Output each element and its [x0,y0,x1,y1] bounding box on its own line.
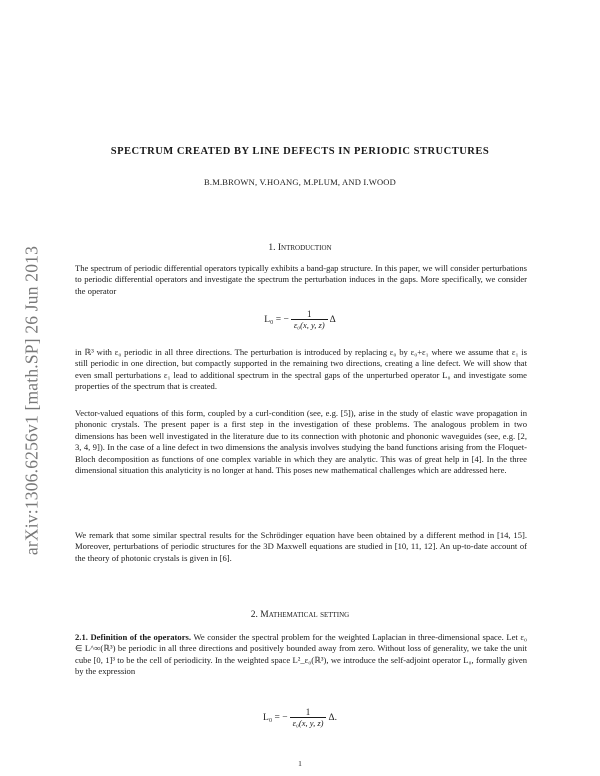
intro-paragraph-4: We remark that some similar spectral results for the Schrödinger equation have been obtained by a different method in [14, 15]. Moreover, perturbations of periodic structures for the 3D Maxwell equations are studied in [10, 11, 12]. An up-to-date account of the theory of photonic crystals is given in [6]. [75,530,527,563]
equation-operator-symbol: Δ [329,314,336,325]
setting-paragraph-1 [75,632,527,678]
paper-title: SPECTRUM CREATED BY LINE DEFECTS IN PERIODIC STRUCTURES [110,146,490,157]
subsection-title: Definition of the operators. [90,632,192,642]
intro-paragraph-3: Vector-valued equations of this form, coupled by a curl-condition (see, e.g. [5]), arise in the study of elastic wave propagation in phononic crystals. The present paper is a first step in the investigation of these problems. The analogous problem in two dimensions has been well investigated in the literature due to its connection with photonic and phononic waveguides (see, e.g. [2, 3, 4, 9]). In the case of a line defect in two dimensions the analysis involves studying the band functions arising from the Floquet-Bloch decomposition as functions of one complex variable in which they are analytic. This was of great help in [4]. In the three dimensional situation this analyticity is no longer at hand. This poses new mathematical challenges which are addressed here. [75,408,527,476]
subsection-number: 2.1. [75,632,88,642]
section-heading-mathematical-setting: 2. Mathematical setting [250,610,350,620]
equation-operator-symbol-2: Δ. [328,712,337,723]
equation-lhs-2: L₀ = − [263,712,288,723]
equation-lhs: L₀ = − [264,314,289,325]
equation-fraction-2 [290,707,327,728]
equation-operator-2 [60,707,540,728]
equation-numerator: 1 [306,309,312,319]
arxiv-stamp [22,190,42,610]
arxiv-id[interactable]: arXiv:1306.6256v1 [math.SP] 26 Jun 2013 [21,245,42,556]
page-number: 1 [298,759,302,768]
intro-paragraph-2: in ℝ³ with ε₀ periodic in all three directions. The perturbation is introduced by replacing ε₀ by ε₀+ε₁ where we assume that ε₁ is still periodic in one direction, but compactly supported in the remaining two directions, creating a line defect. We will show that even small perturbations ε₁ lead to additional spectrum in the spectral gaps of the unperturbed operator L₀ and investigate some properties of the spectrum that is created. [75,347,527,392]
intro-paragraph-1: The spectrum of periodic differential operators typically exhibits a band-gap structure. In this paper, we will consider perturbations to periodic differential operators and investigate the spectrum the perturbation induces in the gaps. More specifically, we consider the operator [75,263,527,296]
equation-denominator-2: ε₀(x, y, z) [292,718,324,728]
equation-operator-1 [60,309,540,330]
equation-numerator-2: 1 [305,707,311,717]
setting-paragraph-text: We consider the spectral problem for the weighted Laplacian in three-dimensional space. Let ε₀ ∈ L^∞(ℝ³) be periodic in all three directions and positively bounded away from zero. Without loss of generality, we take the unit cube [0, 1]³ to be the cell of periodicity. In the weighted space L²_ε₀(ℝ³), we introduce the self-adjoint operator L₀, formally given by the expression [75,632,527,677]
section-heading-introduction: 1. Introduction [268,243,332,253]
equation-denominator: ε₀(x, y, z) [293,320,325,330]
equation-fraction [291,309,328,330]
paper-authors: B.M.BROWN, V.HOANG, M.PLUM, AND I.WOOD [204,177,396,187]
